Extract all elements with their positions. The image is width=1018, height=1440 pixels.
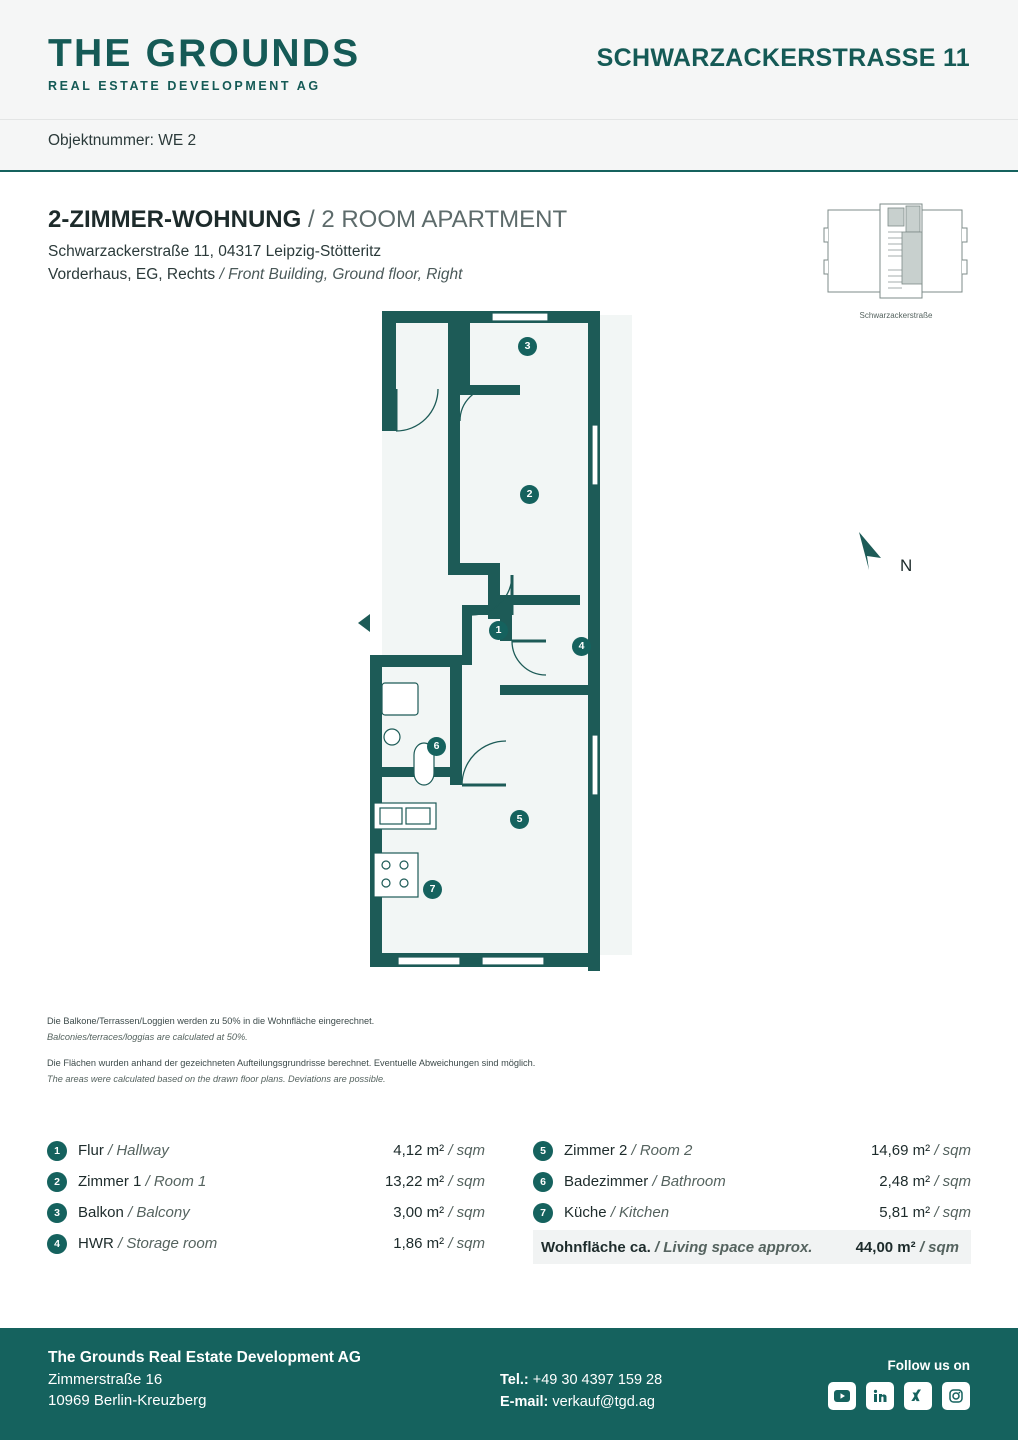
legend-room-name-de: HWR <box>78 1235 114 1252</box>
legend-area-value: 3,00 m² <box>393 1204 445 1221</box>
legend-area-unit: / sqm <box>448 1173 485 1190</box>
legend-total-name-en: / Living space approx. <box>654 1238 813 1256</box>
compass-north-label: N <box>900 556 913 575</box>
legend-total-row <box>533 1230 971 1264</box>
legend-room-area <box>393 1204 485 1221</box>
logo-main-text: THE GROUNDS <box>48 32 361 75</box>
legend-room-name <box>564 1142 692 1159</box>
apartment-address: Schwarzackerstraße 11, 04317 Leipzig-Stötteritz <box>48 243 382 260</box>
legend-badge: 6 <box>533 1172 553 1192</box>
apartment-position-de: Vorderhaus, EG, Rechts <box>48 266 216 283</box>
legend-room-name-de: Zimmer 2 <box>564 1142 628 1159</box>
legend-row <box>47 1197 485 1228</box>
legend-room-name-en: / Balcony <box>128 1204 190 1221</box>
legend-total-value: 44,00 m² <box>855 1238 916 1256</box>
note-balcony-de: Die Balkone/Terrassen/Loggien werden zu 50% in die Wohnfläche eingerechnet. <box>47 1016 375 1026</box>
footer-follow-label: Follow us on <box>887 1358 970 1373</box>
legend-area-unit: / sqm <box>448 1142 485 1159</box>
legend-room-name-en: / Bathroom <box>652 1173 726 1190</box>
legend-room-area <box>393 1235 485 1252</box>
legend-total-area <box>856 1239 959 1256</box>
apartment-position-en: / Front Building, Ground floor, Right <box>219 266 463 283</box>
legend-area-unit: / sqm <box>448 1204 485 1221</box>
legend-room-name-de: Flur <box>78 1142 104 1159</box>
apartment-position <box>48 266 567 284</box>
legend-area-value: 5,81 m² <box>879 1204 931 1221</box>
legend-badge: 7 <box>533 1203 553 1223</box>
legend-room-name <box>78 1142 169 1159</box>
page-header <box>0 0 1018 120</box>
logo-sub-text: REAL ESTATE DEVELOPMENT AG <box>48 79 321 93</box>
plan-badge-5: 5 <box>510 810 529 829</box>
plan-badge-2: 2 <box>520 485 539 504</box>
floor-plan <box>352 305 662 985</box>
legend-room-area <box>879 1173 971 1190</box>
legend-room-area <box>385 1173 485 1190</box>
youtube-icon[interactable] <box>828 1382 856 1410</box>
legend-total-name-de: Wohnfläche ca. <box>541 1238 651 1256</box>
legend-room-name-de: Küche <box>564 1204 607 1221</box>
plan-badge-4: 4 <box>572 637 591 656</box>
legend-room-area <box>871 1142 971 1159</box>
legend-badge: 2 <box>47 1172 67 1192</box>
social-links <box>828 1382 970 1410</box>
site-map-street-label: Schwarzackerstraße <box>859 311 933 320</box>
room-legend <box>47 1135 971 1264</box>
legend-row <box>533 1135 971 1166</box>
legend-area-unit: / sqm <box>934 1204 971 1221</box>
apartment-title-block <box>48 205 567 284</box>
legend-room-name-de: Badezimmer <box>564 1173 649 1190</box>
project-title: SCHWARZACKERSTRASSE 11 <box>596 44 970 72</box>
legend-badge: 5 <box>533 1141 553 1161</box>
object-number-bar <box>0 120 1018 172</box>
legend-room-name <box>78 1204 190 1221</box>
linkedin-icon[interactable] <box>866 1382 894 1410</box>
footer-city: 10969 Berlin-Kreuzberg <box>48 1392 207 1409</box>
legend-total-unit: / sqm <box>919 1238 959 1256</box>
legend-area-value: 2,48 m² <box>879 1173 931 1190</box>
legend-room-name <box>78 1173 206 1190</box>
plan-badge-7: 7 <box>423 880 442 899</box>
site-map-graphic <box>822 198 970 308</box>
legend-area-unit: / sqm <box>934 1173 971 1190</box>
footer-contact-block <box>500 1370 662 1414</box>
legend-room-name-en: / Storage room <box>118 1235 218 1252</box>
legend-area-value: 4,12 m² <box>393 1142 445 1159</box>
legend-room-name-en: / Hallway <box>108 1142 169 1159</box>
legend-room-name <box>78 1235 217 1252</box>
legend-room-name-de: Zimmer 1 <box>78 1173 142 1190</box>
legend-area-value: 14,69 m² <box>870 1142 931 1159</box>
footer-street: Zimmerstraße 16 <box>48 1371 163 1388</box>
footer-phone-label: Tel.: <box>500 1372 529 1388</box>
legend-area-value: 1,86 m² <box>393 1235 445 1252</box>
note-balcony-en: Balconies/terraces/loggias are calculated at 50%. <box>47 1032 248 1043</box>
legend-total-name <box>541 1239 812 1256</box>
plan-badge-6: 6 <box>427 737 446 756</box>
legend-room-name <box>564 1204 669 1221</box>
legend-room-name-en: / Kitchen <box>610 1204 670 1221</box>
footer-phone-row <box>500 1370 662 1392</box>
object-number: Objektnummer: WE 2 <box>48 132 197 149</box>
legend-column-right <box>533 1135 971 1264</box>
apartment-type <box>48 205 567 235</box>
page-footer <box>0 1328 1018 1440</box>
site-map <box>822 198 970 320</box>
footnotes <box>47 1015 647 1098</box>
compass-needle-icon <box>855 530 895 574</box>
legend-row <box>47 1166 485 1197</box>
instagram-icon[interactable] <box>942 1382 970 1410</box>
legend-room-name <box>564 1173 726 1190</box>
legend-badge: 3 <box>47 1203 67 1223</box>
plan-badge-3: 3 <box>518 337 537 356</box>
legend-room-name-en: / Room 1 <box>145 1173 207 1190</box>
legend-row <box>47 1228 485 1259</box>
footer-email-label: E-mail: <box>500 1393 549 1410</box>
legend-room-name-de: Balkon <box>78 1204 124 1221</box>
footer-phone-value[interactable]: +49 30 4397 159 28 <box>532 1372 663 1388</box>
legend-room-area <box>879 1204 971 1221</box>
legend-row <box>533 1166 971 1197</box>
legend-row <box>47 1135 485 1166</box>
footer-company-name: The Grounds Real Estate Development AG <box>48 1349 361 1366</box>
footer-company-block <box>48 1349 361 1409</box>
legend-area-value: 13,22 m² <box>384 1173 445 1190</box>
legend-column-left <box>47 1135 485 1264</box>
legend-room-area <box>393 1142 485 1159</box>
footer-email-row <box>500 1392 662 1414</box>
apartment-type-de: 2-ZIMMER-WOHNUNG <box>48 206 302 233</box>
compass <box>855 530 925 590</box>
legend-area-unit: / sqm <box>448 1235 485 1252</box>
apartment-type-en: / 2 ROOM APARTMENT <box>307 206 568 233</box>
legend-area-unit: / sqm <box>934 1142 971 1159</box>
xing-icon[interactable] <box>904 1382 932 1410</box>
room-number-badges <box>352 305 662 985</box>
legend-badge: 4 <box>47 1234 67 1254</box>
plan-badge-1: 1 <box>489 621 508 640</box>
legend-room-name-en: / Room 2 <box>631 1142 693 1159</box>
company-logo <box>48 34 360 93</box>
note-areas-en: The areas were calculated based on the drawn floor plans. Deviations are possible. <box>47 1074 386 1085</box>
footer-email-value[interactable]: verkauf@tgd.ag <box>552 1393 655 1410</box>
footer-social-block <box>828 1358 970 1410</box>
legend-row <box>533 1197 971 1228</box>
legend-badge: 1 <box>47 1141 67 1161</box>
note-areas-de: Die Flächen wurden anhand der gezeichneten Aufteilungsgrundrisse berechnet. Eventuelle Abweichungen sind möglich. <box>47 1057 536 1068</box>
